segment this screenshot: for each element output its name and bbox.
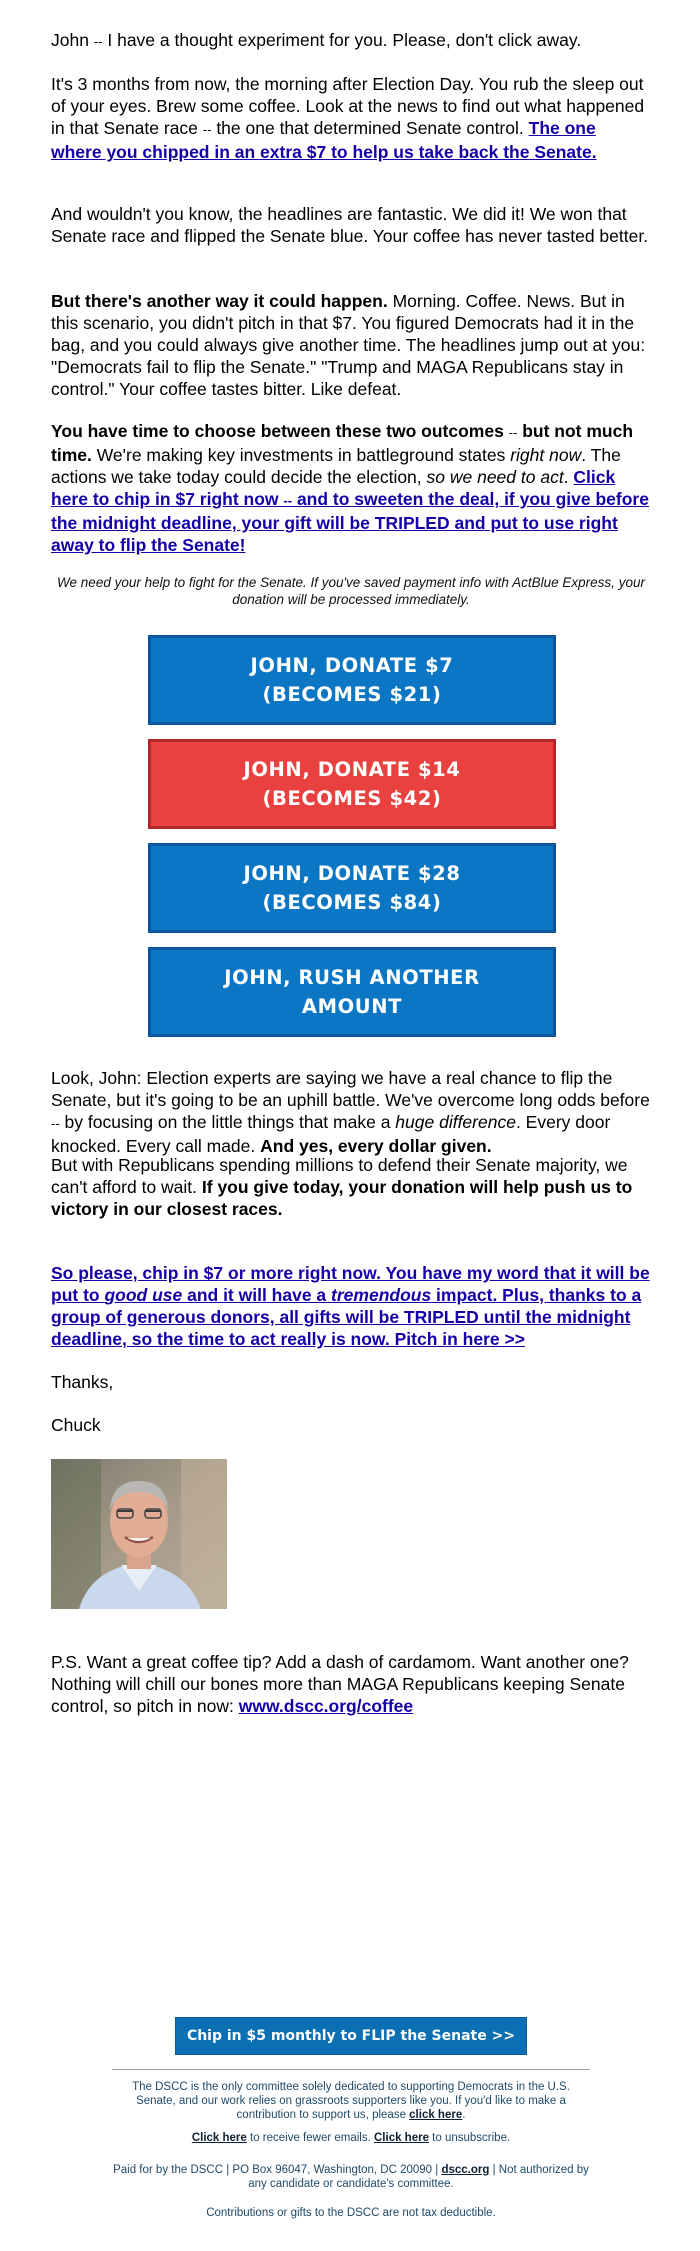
chuck-photo: [51, 1459, 227, 1609]
actblue-note: We need your help to fight for the Senate. If you've saved payment info with ActBlue Express, your donation will be processed immediately.: [57, 575, 645, 607]
fewer-emails-link[interactable]: Click here: [191, 2132, 247, 2144]
republicans-spending-paragraph: But with Republicans spending millions to defend their Senate majority, we can't afford to wait. If you give today, your donation will help push us to victory in our closest races.: [51, 1155, 633, 1219]
footer-tax-note: Contributions or gifts to the DSCC are not tax deductible.: [206, 2207, 496, 2219]
thanks-text: Thanks,: [51, 1372, 114, 1392]
election-experts-paragraph: Look, John: Election experts are saying we have a real chance to flip the Senate, but it's going to be an uphill battle. We've overcome long odds before -- by focusing on the little things that make a huge difference. Every door knocked. Every call made. And yes, every dollar given.: [51, 1068, 650, 1156]
donate-other-amount-button[interactable]: JOHN, RUSH ANOTHER AMOUNT: [148, 947, 556, 1037]
donate-14-button[interactable]: JOHN, DONATE $14 (BECOMES $42): [148, 739, 556, 829]
pitch-in-paragraph: [51, 1262, 651, 1350]
footer-email-prefs: Click here to receive fewer emails. Click here to unsubscribe.: [191, 2132, 511, 2144]
donate-28-button[interactable]: JOHN, DONATE $28 (BECOMES $84): [148, 843, 556, 933]
donate-7-button[interactable]: JOHN, DONATE $7 (BECOMES $21): [148, 635, 556, 725]
intro-paragraph: John -- I have a thought experiment for you. Please, don't click away.: [51, 30, 582, 50]
footer-divider: [112, 2069, 590, 2070]
portrait-image: [51, 1459, 227, 1609]
headlines-paragraph: And wouldn't you know, the headlines are fantastic. We did it! We won that Senate race and flipped the Senate blue. Your coffee has never tasted better.: [51, 204, 649, 246]
morning-after-paragraph: It's 3 months from now, the morning after Election Day. You rub the sleep out of your eyes. Brew some coffee. Look at the news to find out what happened in that Senate race -- the one that determined Senate control. The one where you chipped in an extra $7 to help us take back the Senate.: [51, 74, 645, 162]
chip-in-7-link[interactable]: The one where you chipped in an extra $7 to help us take back the Senate.: [51, 118, 597, 162]
monthly-donate-button[interactable]: Chip in $5 monthly to FLIP the Senate >>: [175, 2017, 527, 2055]
contribute-link[interactable]: click here: [409, 2109, 463, 2121]
ps-paragraph: P.S. Want a great coffee tip? Add a dash of cardamom. Want another one? Nothing will chill our bones more than MAGA Republicans keeping Senate control, so pitch in now: www.dscc.org/coffee: [51, 1652, 629, 1716]
footer-paid-for: Paid for by the DSCC | PO Box 96047, Washington, DC 20090 | dscc.org | Not authorized by any candidate or candidate's committee.: [113, 2164, 589, 2190]
footer-about: The DSCC is the only committee solely dedicated to supporting Democrats in the U.S. Senate, and our work relies on grassroots supporters like you. If you'd like to make a contribution to support us, please click here.: [132, 2081, 570, 2121]
dscc-coffee-link[interactable]: www.dscc.org/coffee: [238, 1696, 414, 1716]
chip-in-7-deadline-link[interactable]: Click here to chip in $7 right now -- and to sweeten the deal, if you give before the midnight deadline, your gift will be TRIPLED and put to use right away to flip the Senate!: [51, 467, 649, 555]
unsubscribe-link[interactable]: Click here: [374, 2132, 429, 2144]
choose-outcome-paragraph: You have time to choose between these two outcomes -- but not much time. We're making key investments in battleground states right now. The actions we take today could decide the election, so we need to act. Click here to chip in $7 right now -- and to sweeten the deal, if you give before the midnight deadline, your gift will be TRIPLED and put to use right away to flip the Senate!: [51, 421, 649, 555]
other-way-paragraph: But there's another way it could happen. Morning. Coffee. News. But in this scenario, you didn't pitch in that $7. You figured Democrats had it in the bag, and you could always give another time. The headlines jump out at you: "Democrats fail to flip the Senate." "Trump and MAGA Republicans stay in control." Your coffee tastes bitter. Like defeat.: [51, 291, 646, 399]
pitch-in-link[interactable]: So please, chip in $7 or more right now. You have my word that it will be put to good use and it will have a tremendous impact. Plus, thanks to a group of generous donors, all gifts will be TRIPLED until the midnight deadline, so the time to act really is now. Pitch in here >>: [51, 1263, 650, 1349]
dscc-site-link[interactable]: dscc.org: [441, 2164, 490, 2176]
signature-text: Chuck: [51, 1415, 101, 1435]
